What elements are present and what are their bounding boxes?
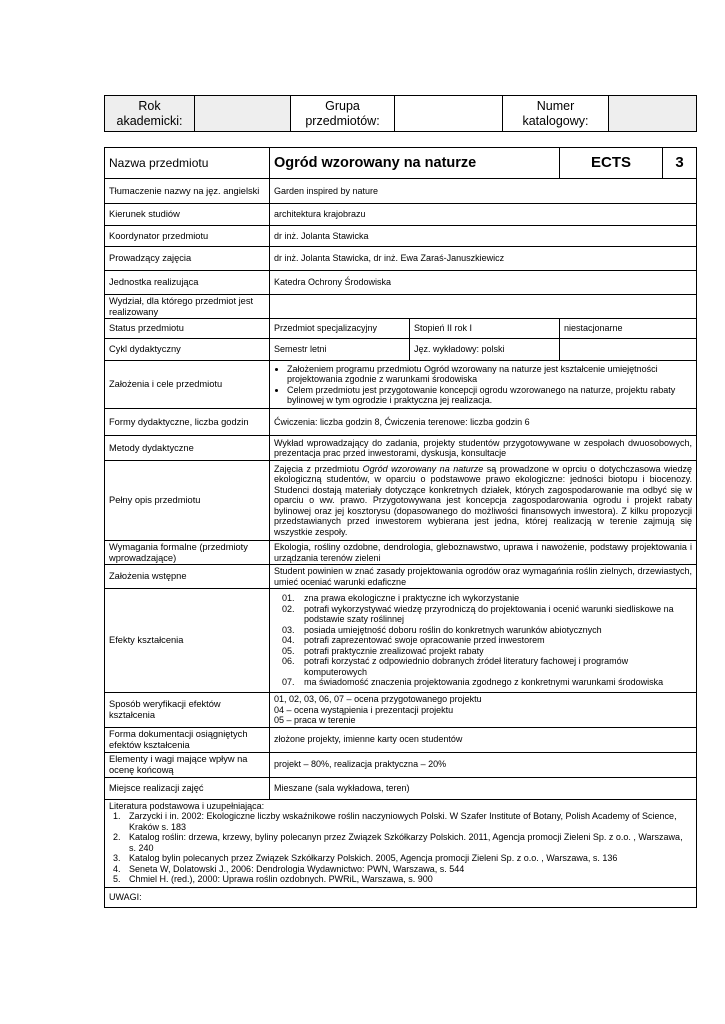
jednostka-row bbox=[105, 271, 697, 295]
list-item: • Założeniem programu przedmiotu Ogród wzorowany na naturze jest kształcenie umiejętności projektowania zgodnie z warunkami środowiska bbox=[287, 364, 692, 385]
grupa-value bbox=[395, 96, 503, 132]
zalozenia-cele-list bbox=[274, 364, 692, 406]
cykl-extra bbox=[560, 339, 697, 361]
literature-row bbox=[105, 799, 697, 887]
formy-row bbox=[105, 409, 697, 436]
efekty-value bbox=[270, 589, 697, 693]
miejsce-row bbox=[105, 777, 697, 799]
kierunek-label: Kierunek studiów bbox=[105, 204, 270, 226]
efekty-list bbox=[274, 593, 692, 688]
grupa-label: Grupa przedmiotów: bbox=[291, 96, 395, 132]
ects-value: 3 bbox=[663, 148, 697, 179]
metody-value: Wykład wprowadzający do zadania, projekty studentów przygotowywane w zespołach dwuosobowych, prezentacja prac przed inwestorami, dyskusja, konsultacje bbox=[270, 436, 697, 461]
list-item: 07. ma świadomość znaczenia projektowania zgodnego z konkretnymi warunkami środowiska bbox=[282, 677, 664, 688]
numer-label: Numer katalogowy: bbox=[503, 96, 609, 132]
zalozenia-wstepne-row bbox=[105, 565, 697, 589]
literature-title: Literatura podstawowa i uzupełniająca: bbox=[109, 800, 265, 811]
uwagi-label: UWAGI: bbox=[105, 887, 697, 907]
kierunek-row bbox=[105, 204, 697, 226]
formy-label: Formy dydaktyczne, liczba godzin bbox=[105, 409, 270, 436]
status-label: Status przedmiotu bbox=[105, 319, 270, 339]
opis-label: Pełny opis przedmiotu bbox=[105, 461, 270, 541]
list-item: 03. posiada umiejętność doboru roślin do konkretnych warunków abiotycznych bbox=[282, 624, 602, 635]
literature-cell bbox=[105, 799, 697, 887]
opis-pre: Zajęcia z przedmiotu bbox=[274, 463, 363, 474]
list-item: 05. potrafi praktycznie zrealizować projekt rabaty bbox=[282, 645, 484, 656]
prowadzacy-value: dr inż. Jolanta Stawicka, dr inż. Ewa Zaraś-Januszkiewicz bbox=[270, 247, 697, 271]
list-item: • Celem przedmiotu jest przygotowanie koncepcji ogrodu wzorowanego na naturze, projektu rabaty bylinowej w tym ogrodzie i praktyczna jej realizacja. bbox=[287, 385, 692, 406]
jednostka-value: Katedra Ochrony Środowiska bbox=[270, 271, 697, 295]
status-mode: niestacjonarne bbox=[560, 319, 697, 339]
koordynator-value: dr inż. Jolanta Stawicka bbox=[270, 226, 697, 247]
list-item: 01. zna prawa ekologiczne i praktyczne ich wykorzystanie bbox=[282, 593, 520, 604]
formy-value: Ćwiczenia: liczba godzin 8, Ćwiczenia terenowe: liczba godzin 6 bbox=[270, 409, 697, 436]
weryfikacja-label: Sposób weryfikacji efektów kształcenia bbox=[105, 693, 270, 728]
opis-row bbox=[105, 461, 697, 541]
zalozenia-cele-row bbox=[105, 361, 697, 409]
efekty-label: Efekty kształcenia bbox=[105, 589, 270, 693]
list-item: 4. Seneta W, Dolatowski J., 2006: Dendrologia Wydawnictwo: PWN, Warszawa, s. 544 bbox=[113, 863, 465, 874]
kierunek-value: architektura krajobrazu bbox=[270, 204, 697, 226]
literature-list bbox=[109, 811, 692, 885]
subject-row bbox=[105, 148, 697, 179]
subject-name-label: Nazwa przedmiotu bbox=[105, 148, 270, 179]
wydzial-value bbox=[270, 295, 697, 319]
opis-subject-italic: Ogród wzorowany na naturze bbox=[362, 463, 484, 474]
subject-name: Ogród wzorowany na naturze bbox=[270, 148, 560, 179]
cykl-semester: Semestr letni bbox=[270, 339, 410, 361]
rok-value bbox=[195, 96, 291, 132]
jednostka-label: Jednostka realizująca bbox=[105, 271, 270, 295]
prowadzacy-label: Prowadzący zajęcia bbox=[105, 247, 270, 271]
list-item: 1. Zarzycki i in. 2002: Ekologiczne liczby wskaźnikowe roślin naczyniowych Polski. W Szafer Institute of Botany, Polish Academy of Science, Kraków s. 183 bbox=[113, 811, 677, 832]
weryfikacja-line: 05 – praca w terenie bbox=[274, 715, 356, 725]
wymagania-row bbox=[105, 541, 697, 565]
wagi-row bbox=[105, 752, 697, 777]
status-type: Przedmiot specjalizacyjny bbox=[270, 319, 410, 339]
list-item: 5. Chmiel H. (red.), 2000: Uprawa roślin ozdobnych. PWRiL, Warszawa, s. 900 bbox=[113, 874, 433, 884]
zalozenia-cele-value bbox=[270, 361, 697, 409]
metody-row bbox=[105, 436, 697, 461]
miejsce-value: Mieszane (sala wykładowa, teren) bbox=[270, 777, 697, 799]
prowadzacy-row bbox=[105, 247, 697, 271]
cykl-row bbox=[105, 339, 697, 361]
weryfikacja-line: 04 – ocena wystąpienia i prezentacji projektu bbox=[274, 704, 454, 715]
status-row bbox=[105, 319, 697, 339]
zalozenia-cele-label: Założenia i cele przedmiotu bbox=[105, 361, 270, 409]
status-degree: Stopień II rok I bbox=[410, 319, 560, 339]
ects-label: ECTS bbox=[560, 148, 663, 179]
dokumentacja-label: Forma dokumentacji osiągniętych efektów kształcenia bbox=[105, 727, 270, 752]
header-table bbox=[104, 95, 697, 132]
list-item: 02. potrafi wykorzystywać wiedzę przyrodniczą do projektowania i ocenić warunki siedliskowe na podstawie szaty roślinnej bbox=[282, 603, 674, 625]
translation-value: Garden inspired by nature bbox=[270, 179, 697, 204]
wymagania-label: Wymagania formalne (przedmioty wprowadzające) bbox=[105, 541, 270, 565]
weryfikacja-line: 01, 02, 03, 06, 07 – ocena przygotowanego projektu bbox=[274, 694, 482, 704]
list-item: 2. Katalog roślin: drzewa, krzewy, byliny polecanyn przez Związek Szkółkarzy Polskich. 2011, Agencja promocji Zieleni Sp. z o.o. , Warszawa, s. 240 bbox=[113, 832, 683, 853]
list-item: 06. potrafi korzystać z odpowiednio dobranych źródeł literatury fachowej i programów komputerowych bbox=[282, 656, 629, 677]
uwagi-row bbox=[105, 887, 697, 907]
metody-label: Metody dydaktyczne bbox=[105, 436, 270, 461]
weryfikacja-value bbox=[270, 693, 697, 728]
list-item: 04. potrafi zaprezentować swoje opracowanie przed inwestorem bbox=[282, 635, 545, 646]
efekty-row bbox=[105, 589, 697, 693]
translation-row bbox=[105, 179, 697, 204]
wydzial-label: Wydział, dla którego przedmiot jest realizowany bbox=[105, 295, 270, 319]
wagi-value: projekt – 80%, realizacja praktyczna – 20% bbox=[270, 752, 697, 777]
miejsce-label: Miejsce realizacji zajęć bbox=[105, 777, 270, 799]
dokumentacja-value: złożone projekty, imienne karty ocen studentów bbox=[270, 727, 697, 752]
weryfikacja-row bbox=[105, 693, 697, 728]
koordynator-label: Koordynator przedmiotu bbox=[105, 226, 270, 247]
wymagania-value: Ekologia, rośliny ozdobne, dendrologia, gleboznawstwo, uprawa i nawożenie, podstawy projektowania i urządzania terenów zieleni bbox=[270, 541, 697, 565]
cykl-language: Jęz. wykładowy: polski bbox=[410, 339, 560, 361]
opis-value bbox=[270, 461, 697, 541]
dokumentacja-row bbox=[105, 727, 697, 752]
cykl-label: Cykl dydaktyczny bbox=[105, 339, 270, 361]
wagi-label: Elementy i wagi mające wpływ na ocenę końcową bbox=[105, 752, 270, 777]
translation-label: Tłumaczenie nazwy na jęz. angielski bbox=[105, 179, 270, 204]
opis-post: są prowadzone w oprciu o dotychczasowa wiedzę ekologiczną studentów, w oparciu o podstawowe prawo ekologiczne: jedności biotopu i biocenozy. Studenci dostają materiały dotyczące konkretnych działek, których zagospodarowanie ma odbyć się w oparciu o ww. prawo. Przygotowywana jest koncepcja zagospodarowania ogrodu i projekt rabaty bylinowej oraz jej kosztorysu (dopasowanego do możliwości finansowych inwestora). Z kilku propozycji przedstawianych przed inwestorem wybierana jest jedna, której realizacją w terenie zajmują się wszystkie zespoły. bbox=[274, 463, 693, 537]
course-table bbox=[104, 147, 697, 908]
koordynator-row bbox=[105, 226, 697, 247]
zalozenia-wstepne-label: Założenia wstępne bbox=[105, 565, 270, 589]
zalozenia-wstepne-value: Student powinien w znać zasady projektowania ogrodów oraz wymagańnia roślin zielnych, drzewiastych, umieć oceniać warunki edaficzne bbox=[270, 565, 697, 589]
list-item: 3. Katalog bylin polecanych przez Związek Szkółkarzy Polskich. 2005, Agencja promocji Zieleni Sp. z o.o. , Warszawa, s. 136 bbox=[113, 853, 618, 863]
rok-label: Rok akademicki: bbox=[105, 96, 195, 132]
numer-value bbox=[609, 96, 697, 132]
wydzial-row bbox=[105, 295, 697, 319]
